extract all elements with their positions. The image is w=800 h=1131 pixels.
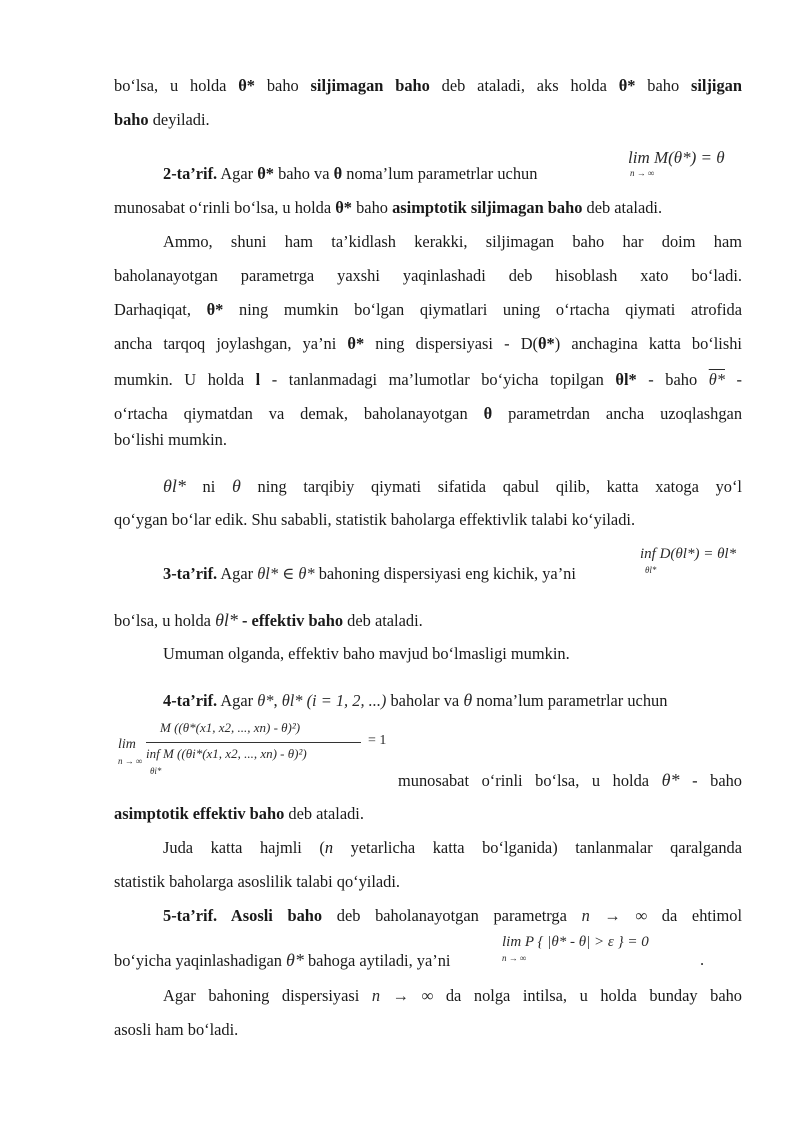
text: Agar [217,691,258,710]
text-line [114,430,742,450]
text: asosli ham bo‘ladi. [114,1020,239,1039]
text: mumkin. U holda [114,370,256,389]
formula-subscript: n → ∞ [502,953,527,963]
text: Juda katta hajmli ( [163,838,325,857]
text: da ehtimol [647,906,743,925]
term-biased: siljigan [690,76,742,95]
text: munosabat o‘rinli bo‘lsa, u holda [114,198,336,217]
term-biased-cont: baho [114,110,149,129]
fraction-bar [146,742,361,743]
theta-symbol: θ [333,164,343,183]
theta-symbol: θ [231,476,241,496]
theta-l-symbol: θl* [163,476,186,496]
theta-star-symbol: θ* [618,76,636,95]
text: Agar [217,164,258,183]
theta-symbol: θ [483,404,493,423]
definition-title: 3-ta’rif. [163,564,218,583]
text-line [163,838,742,858]
theta-star-symbol: θ* [335,198,352,217]
theta-star-symbol: θ* [257,164,274,183]
theta-symbol: θ [463,690,473,710]
text: Agar [217,564,258,583]
text-line [163,644,742,664]
text: bo‘yicha yaqinlashadigan [114,951,287,970]
formula-subscript: n → ∞ [630,168,655,178]
l-symbol: l [255,370,261,389]
text: bo‘lishi mumkin. [114,430,227,449]
n-to-infinity: n → ∞ [371,986,434,1005]
n-to-infinity: n → ∞ [581,906,648,925]
text-line [114,370,742,390]
text: noma’lum parametrlar uchun [472,691,668,710]
text-line [114,334,742,354]
text: baholanayotgan parametrga yaxshi yaqinlashadi deb hisoblash xato bo‘ladi. [114,266,742,285]
text: deb ataladi. [343,611,423,630]
text: deb ataladi. [582,198,663,217]
text-line [114,198,742,218]
text: statistik baholarga asoslilik talabi qo‘yiladi. [114,872,401,891]
theta-membership: θl* ∈ θ* [257,564,315,583]
definition-5 [163,906,742,926]
text: deyiladi. [148,110,210,129]
theta-star-symbol: θ* [661,770,680,790]
text: baho [352,198,393,217]
text-line [114,300,742,320]
theta-bar-symbol: θ* [708,370,725,389]
text: , [273,691,278,710]
text-line [114,110,742,130]
text: baho va [273,164,334,183]
n-symbol: n [324,838,334,857]
text: deb ataladi. [284,804,364,823]
theta-sequence: θl* (i = 1, 2, ...) [281,691,387,710]
text: baho [255,76,311,95]
definition-2 [163,164,618,184]
text: yetarlicha katta bo‘lganida) tanlanmalar qaralganda [333,838,742,857]
text: - baho [679,771,743,790]
text: Ammo, shuni ham ta’kidlash kerakki, siljimagan baho har doim ham [163,232,742,251]
text: Darhaqiqat, [114,300,207,319]
text-line [114,510,742,530]
lim-word: lim [118,737,136,752]
text: parametrdan ancha uzoqlashgan [492,404,743,423]
text-line [114,76,742,96]
text-line [114,950,504,971]
definition-3 [163,564,633,584]
text-line [114,404,742,424]
definition-title: 4-ta’rif. [163,691,218,710]
formula-text: lim M(θ*) = θ [628,148,725,167]
term-effective: - effektiv baho [237,611,344,630]
text-line [163,476,742,497]
text-line [114,610,742,631]
definition-4 [163,690,742,711]
formula-text: inf D(θl*) = θl* [640,546,737,562]
text-line [114,1020,742,1040]
text: noma’lum parametrlar uchun [342,164,538,183]
text-line [114,872,742,892]
text: baholar va [386,691,464,710]
formula-subscript: θl* [645,565,657,575]
formula-subscript: n → ∞ [118,756,143,766]
text: ning tarqibiy qiymati sifatida qabul qilib, katta xatoga yo‘l [240,477,742,496]
text: ning mumkin bo‘lgan qiymatlari uning o‘rtacha qiymati atrofida [223,300,742,319]
theta-star-symbol: θ* [286,950,304,970]
text-line [163,986,742,1006]
term-asymptotic-effective: asimptotik effektiv baho [114,804,285,823]
text-line [163,232,742,252]
term-asymptotic-unbiased: asimptotik siljimagan baho [392,198,583,217]
text: o‘rtacha qiymatdan va demak, baholanayotgan [114,404,484,423]
text: - baho [636,370,709,389]
text: bo‘lsa, u holda [114,611,216,630]
text: bahoga aytiladi, ya’ni [303,951,451,970]
text: deb ataladi, aks holda [429,76,619,95]
text: ancha tarqoq joylashgan, ya’ni [114,334,348,353]
text-line [114,266,742,286]
theta-star-symbol: θ* [206,300,224,319]
inf-formula [640,546,736,563]
theta-l-symbol: θl* [215,610,238,630]
text: - [724,370,743,389]
text: - tanlanmadagi ma’lumotlar bo‘yicha topilgan [260,370,616,389]
definition-title: 5-ta’rif. [163,906,218,925]
fraction-numerator: M ((θ*(x1, x2, ..., xn) - θ)²) [160,720,301,735]
term-consistent: Asosli baho [217,906,323,925]
equals-one: = 1 [368,733,387,748]
probability-formula: lim P { |θ* - θ| > ε } = 0 [502,934,649,950]
text: ning dispersiyasi - D( [364,334,538,353]
theta-star-symbol: θ* [257,691,274,710]
text: qo‘ygan bo‘lar edik. Shu sababli, statistik baholarga effektivlik talabi ko‘yiladi. [114,510,636,529]
text: Agar bahoning dispersiyasi [163,986,372,1005]
definition-title: 2-ta’rif. [163,164,218,183]
limit-formula [628,148,725,168]
theta-l-star-symbol: θl* [615,370,637,389]
text: bo‘lsa, u holda [114,76,239,95]
theta-star-symbol: θ* [347,334,365,353]
text: Umuman olganda, effektiv baho mavjud bo‘lmasligi mumkin. [163,644,570,663]
fraction-denominator: inf M ((θi*(x1, x2, ..., xn) - θ)²) [146,746,307,761]
text: munosabat o‘rinli bo‘lsa, u holda [398,771,662,790]
theta-star-symbol: θ* [537,334,555,353]
text: da nolga intilsa, u holda bunday baho [433,986,742,1005]
text-line [398,770,742,791]
text-line [114,804,742,824]
theta-star-symbol: θ* [238,76,256,95]
text: deb baholanayotgan parametrga [322,906,582,925]
term-unbiased: siljimagan baho [310,76,430,95]
text: bahoning dispersiyasi eng kichik, ya’ni [314,564,576,583]
text: ni [185,477,232,496]
period: . [700,950,705,969]
text: ) anchagina katta bo‘lishi [554,334,742,353]
text: baho [635,76,691,95]
formula-subscript: θi* [150,766,162,776]
